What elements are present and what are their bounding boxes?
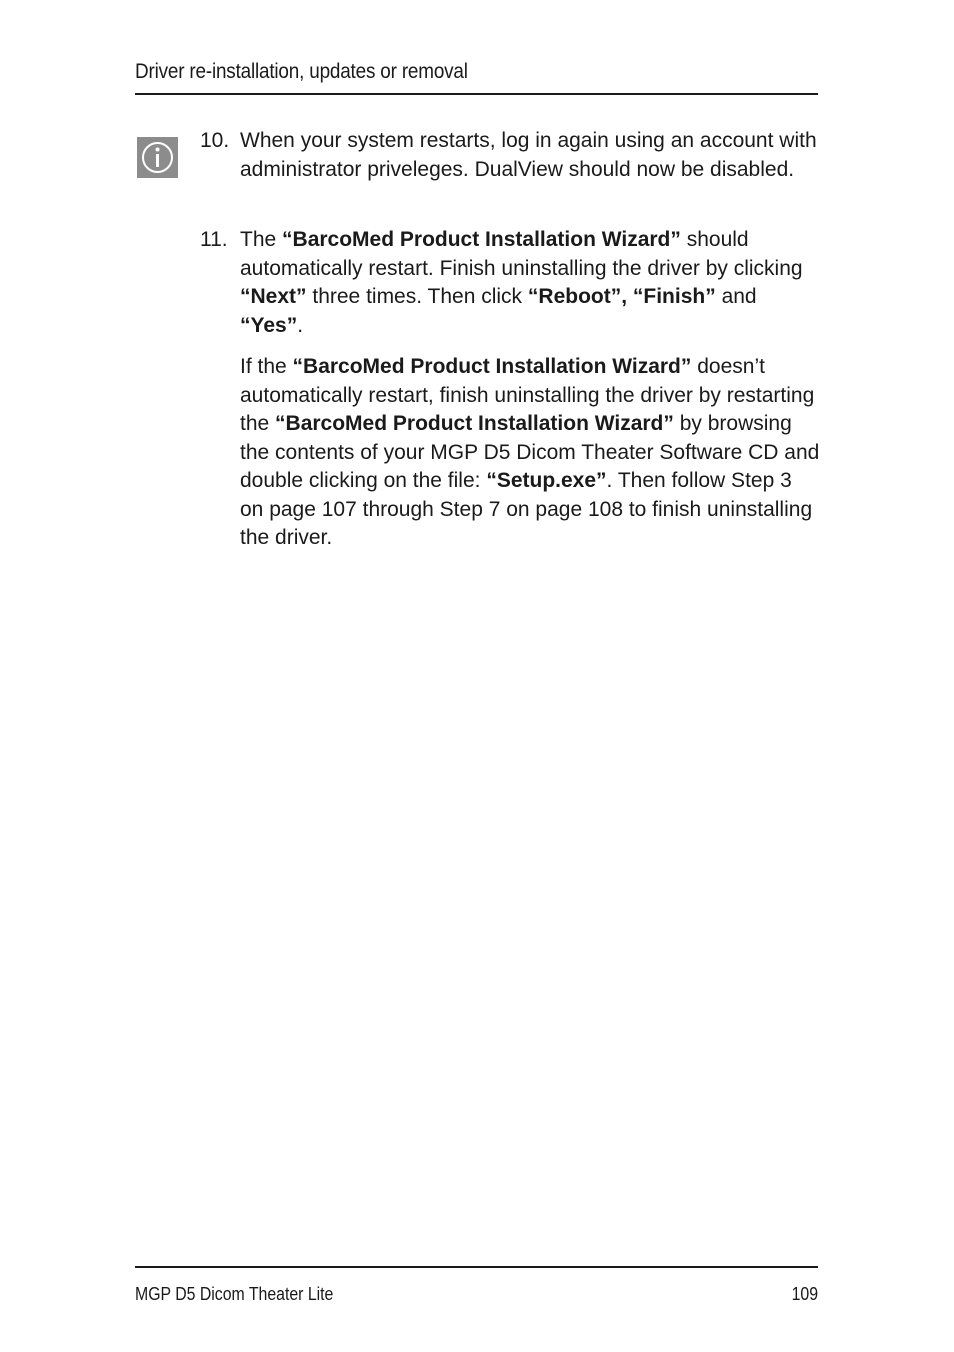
page-header-title: Driver re-installation, updates or removal (135, 60, 468, 83)
footer-divider (135, 1266, 818, 1268)
step-text (240, 127, 820, 184)
text-run: should automatically restart. Finish uninstalling the driver by clicking (240, 228, 803, 280)
text-run: When your system restarts, log in again using an account with administrator priveleges. DualView should now be disabled. (240, 129, 817, 181)
text-run: The (240, 228, 283, 251)
text-run: . (297, 313, 304, 337)
text-run: . Then follow Step 3 on page 107 through Step 7 on page 108 to finish uninstalling the driver. (240, 469, 813, 549)
footer-product-name: MGP D5 Dicom Theater Lite (135, 1284, 334, 1304)
step-number: 11. (200, 228, 228, 251)
text-run: doesn’t automatically restart, finish uninstalling the driver by restarting the (240, 355, 815, 435)
text-run: three times. Then click (306, 285, 528, 308)
step-text (240, 226, 820, 340)
header-divider (135, 93, 818, 95)
text-run: by browsing the contents of your MGP D5 Dicom Theater Software CD and double clicking on the file: (240, 412, 820, 492)
emphasized-text: “BarcoMed Product Installation Wizard” (282, 228, 681, 251)
emphasized-text: “BarcoMed Product Installation Wizard” (292, 355, 692, 378)
instruction-paragraph (200, 353, 820, 553)
list-item-step-10 (200, 127, 820, 184)
info-icon (137, 137, 178, 178)
paragraph-text (240, 353, 820, 553)
emphasized-text: “Setup.exe” (486, 469, 607, 492)
page-number: 109 (791, 1284, 818, 1304)
emphasized-text: “Yes” (240, 313, 298, 337)
emphasized-text: “Next” (240, 285, 307, 308)
text-run: If the (240, 355, 293, 378)
emphasized-text: “BarcoMed Product Installation Wizard” (275, 412, 674, 435)
step-number: 10. (200, 129, 230, 152)
text-run: and (715, 285, 757, 308)
emphasized-text: “Reboot”, “Finish” (527, 285, 716, 308)
list-item-step-11 (200, 226, 820, 340)
